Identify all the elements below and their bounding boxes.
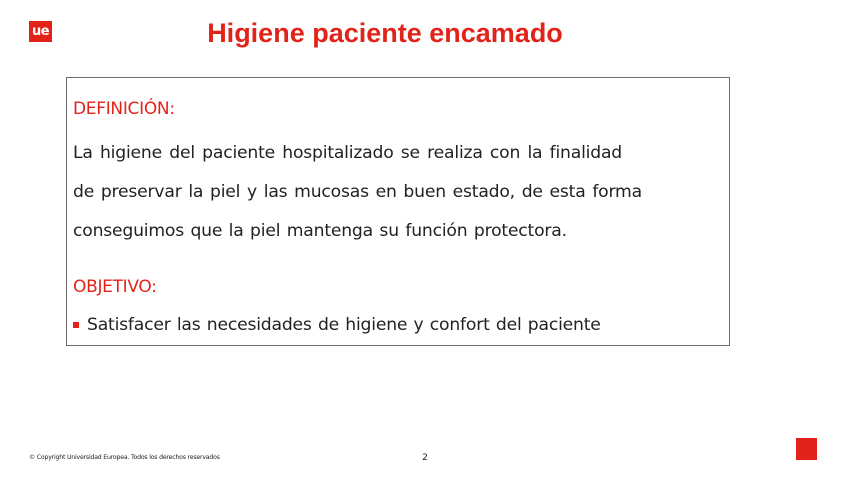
objective-bullet-text: Satisfacer las necesidades de higiene y confort del paciente <box>87 315 601 335</box>
universidad-europea-logo: ue <box>29 21 52 42</box>
definition-line: de preservar la piel y las mucosas en buen estado, de esta forma <box>73 182 642 202</box>
objective-heading: OBJETIVO: <box>73 277 157 297</box>
square-bullet-icon <box>73 322 79 328</box>
objective-bullet-item <box>73 314 601 336</box>
definition-heading: DEFINICIÓN: <box>73 99 175 119</box>
definition-line: La higiene del paciente hospitalizado se realiza con la finalidad <box>73 143 622 163</box>
definition-line: conseguimos que la piel mantenga su función protectora. <box>73 221 567 241</box>
copyright-notice: © Copyright Universidad Europea. Todos los derechos reservados <box>29 454 220 461</box>
corner-accent-square <box>796 438 817 460</box>
slide-title: Higiene paciente encamado <box>207 18 563 48</box>
content-box <box>66 77 730 346</box>
page-number: 2 <box>422 453 428 463</box>
